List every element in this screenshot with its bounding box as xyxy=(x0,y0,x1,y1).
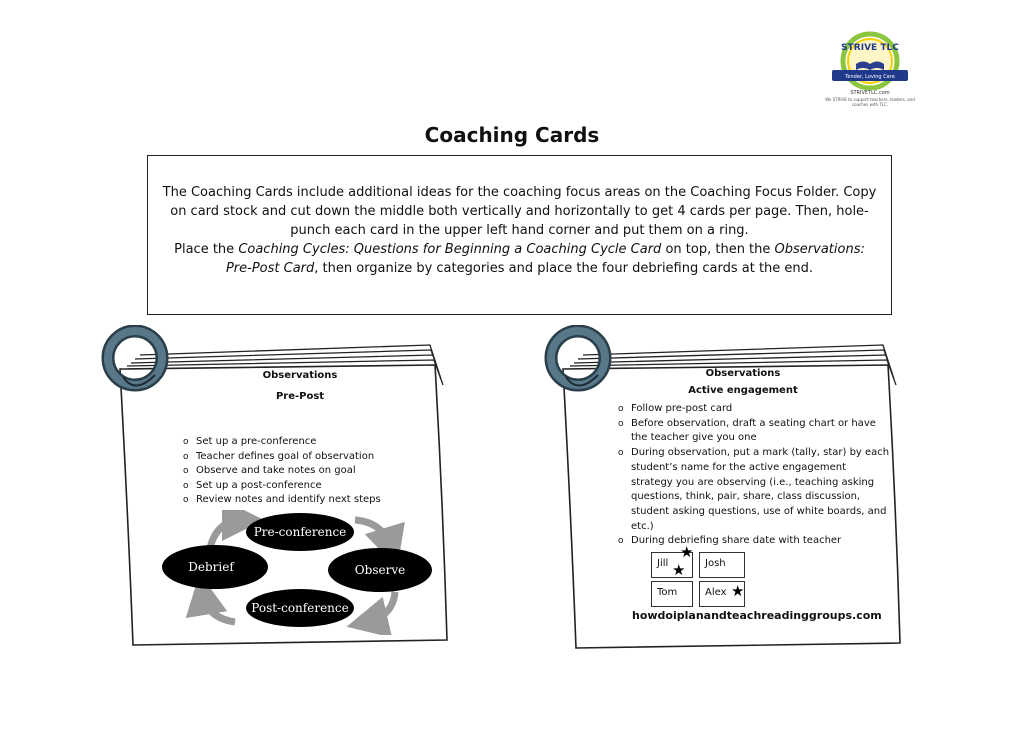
list-item: o During observation, put a mark (tally, star) by each student’s name for the active engagement strategy you are observing (i.e., teaching asking questions, think, pair, share, class discussion, student asking questions, use of white boards, and etc.) xyxy=(618,446,890,534)
list-item: o During debriefing share date with teacher xyxy=(618,534,890,549)
logo-site: STRIVETLC.com xyxy=(850,90,890,96)
seating-chart-cell: Josh xyxy=(699,552,745,578)
intro-box xyxy=(147,155,892,315)
logo-name: STRIVE TLC xyxy=(841,43,899,53)
list-item: o Observe and take notes on goal xyxy=(183,464,403,479)
card-subheading: Active engagement xyxy=(688,385,798,396)
logo-emblem-icon xyxy=(820,28,920,90)
cycle-step-post-conference: Post-conference xyxy=(251,601,349,615)
intro-paragraph-1: The Coaching Cards include additional ideas for the coaching focus areas on the Coaching Focus Folder. Copy on card stock and cut down the middle both vertically and horizontally to get 4 cards per page. Then, hole-punch each card in the upper left hand corner and put them on a ring. xyxy=(162,185,877,238)
intro-text: on top, then the xyxy=(661,242,775,257)
seating-chart-cell: Tom xyxy=(651,581,693,607)
intro-card-name-1: Coaching Cycles: Questions for Beginning a Coaching Cycle Card xyxy=(238,242,662,257)
list-item: o Teacher defines goal of observation xyxy=(183,450,403,465)
list-item: o Set up a pre-conference xyxy=(183,435,403,450)
star-icon: ★ xyxy=(731,582,745,600)
cycle-step-debrief: Debrief xyxy=(188,560,234,574)
logo-ribbon: Tender, Loving Care xyxy=(845,74,895,80)
seating-chart-cell: Alex xyxy=(699,581,745,607)
intro-paragraph-2 xyxy=(160,240,879,278)
cycle-step-pre-conference: Pre-conference xyxy=(253,525,347,539)
coaching-card-pre-post xyxy=(95,325,455,655)
intro-card-name-2: Observations: Pre-Post Card xyxy=(225,242,865,276)
list-item: o Before observation, draft a seating chart or have the teacher give you one xyxy=(618,417,890,446)
star-icon: ★ xyxy=(672,561,686,579)
card-subheading: Pre-Post xyxy=(275,391,325,402)
page-title: Coaching Cards xyxy=(424,123,600,147)
intro-text: , then organize by categories and place the four debriefing cards at the end. xyxy=(314,261,814,276)
logo-tagline: We STRIVE to support teachers, leaders, and coaches with TLC. xyxy=(825,97,915,107)
card-heading: Observations xyxy=(705,368,781,379)
coaching-cycle-diagram xyxy=(155,510,435,635)
strive-tlc-logo xyxy=(820,28,920,118)
card-bullet-list xyxy=(183,435,403,508)
list-item: o Follow pre-post card xyxy=(618,402,890,417)
card-bullet-list xyxy=(618,402,890,549)
seating-chart-cell: Jill xyxy=(651,552,693,578)
website-url: howdoiplanandteachreadinggroups.com xyxy=(632,609,882,622)
cycle-step-observe: Observe xyxy=(354,563,406,577)
star-icon: ★ xyxy=(680,543,694,561)
list-item: o Review notes and identify next steps xyxy=(183,493,403,508)
coaching-card-active-engagement xyxy=(538,325,908,655)
intro-text: Place the xyxy=(174,242,239,257)
card-heading: Observations xyxy=(262,370,338,381)
list-item: o Set up a post-conference xyxy=(183,479,403,494)
